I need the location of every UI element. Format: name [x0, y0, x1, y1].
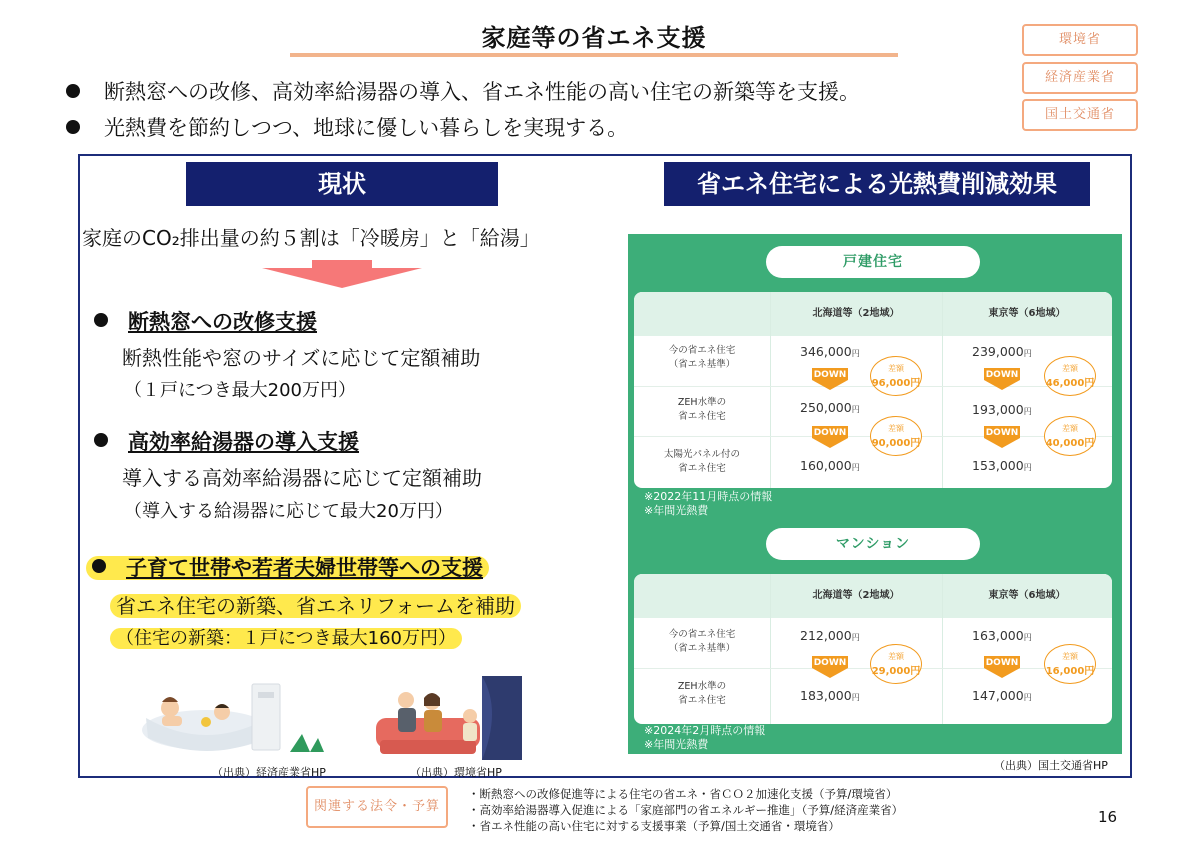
lead-bullet-2: 光熱費を節約しつつ、地球に優しい暮らしを実現する。 [66, 112, 628, 142]
detached-house-table [634, 292, 1112, 488]
bullet-dot-icon [94, 313, 108, 327]
cost-value: 239,000円 [972, 344, 1032, 359]
related-item-2: ・高効率給湯器導入促進による「家庭部門の省エネルギー推進」（予算/経済産業省） [468, 803, 904, 817]
row-label: 今の省エネ住宅 （省エネ基準） [668, 629, 736, 654]
lead-bullet-1: 断熱窓への改修、高効率給湯器の導入、省エネ性能の高い住宅の新築等を支援。 [66, 76, 860, 106]
ministry-tag-meti: 経済産業省 [1022, 62, 1138, 94]
support-item-title-1: 断熱窓への改修支援 [94, 306, 317, 336]
down-arrow-icon [262, 260, 422, 288]
down-arrow-icon: DOWN [980, 426, 1024, 448]
cost-value: 153,000円 [972, 458, 1032, 473]
column-header-tokyo: 東京等（6地域） [988, 590, 1066, 601]
cost-comparison-panel [628, 234, 1122, 754]
bullet-dot-icon [66, 84, 80, 98]
support-item-amount-3: （住宅の新築：１戸につき最大160万円） [110, 624, 462, 650]
column-header-tokyo: 東京等（6地域） [988, 308, 1066, 319]
support-item-amount-2: （導入する給湯器に応じて最大20万円） [124, 501, 453, 522]
ministry-tag-env: 環境省 [1022, 24, 1138, 56]
page-title: 家庭等の省エネ支援 [481, 24, 707, 52]
ministry-tag-mlit: 国土交通省 [1022, 99, 1138, 131]
related-laws-label: 関連する法令・予算 [306, 786, 448, 828]
detached-house-label: 戸建住宅 [766, 246, 980, 278]
mansion-label: マンション [766, 528, 980, 560]
row-label: ZEH水準の 省エネ住宅 [677, 681, 727, 706]
detached-notes: ※2022年11月時点の情報 ※年間光熱費 [644, 490, 773, 517]
right-source: （出典）国土交通省HP [994, 759, 1108, 772]
down-arrow-icon: DOWN [980, 368, 1024, 390]
difference-bubble: 差額 90,000円 [870, 416, 922, 456]
cost-value: 212,000円 [800, 628, 860, 643]
column-header-hokkaido: 北海道等（2地域） [812, 308, 900, 319]
cost-value: 160,000円 [800, 458, 860, 473]
row-label: 今の省エネ住宅 （省エネ基準） [668, 345, 736, 370]
difference-bubble: 差額 96,000円 [870, 356, 922, 396]
mansion-notes: ※2024年2月時点の情報 ※年間光熱費 [644, 724, 766, 751]
mansion-table [634, 574, 1112, 724]
related-item-1: ・断熱窓への改修促進等による住宅の省エネ・省ＣＯ２加速化支援（予算/環境省） [468, 787, 898, 801]
down-arrow-icon: DOWN [980, 656, 1024, 678]
bullet-dot-icon [92, 559, 106, 573]
title-underline [290, 53, 898, 57]
down-arrow-icon: DOWN [808, 656, 852, 678]
cost-value: 163,000円 [972, 628, 1032, 643]
family-sofa-illustration [372, 670, 532, 764]
column-header-hokkaido: 北海道等（2地域） [812, 590, 900, 601]
support-item-desc-2: 導入する高効率給湯器に応じて定額補助 [122, 466, 482, 490]
cost-value: 193,000円 [972, 402, 1032, 417]
bullet-dot-icon [66, 120, 80, 134]
left-source-1: （出典）経済産業省HP [212, 766, 326, 779]
support-item-title-3: 子育て世帯や若者夫婦世帯等への支援 [86, 552, 489, 582]
co2-lead-text: 家庭のCO₂排出量の約５割は「冷暖房」と「給湯」 [82, 226, 540, 250]
difference-bubble: 差額 40,000円 [1044, 416, 1096, 456]
cost-reduction-header: 省エネ住宅による光熱費削減効果 [664, 162, 1090, 206]
cost-value: 346,000円 [800, 344, 860, 359]
difference-bubble: 差額 16,000円 [1044, 644, 1096, 684]
current-status-header: 現状 [186, 162, 498, 206]
left-source-2: （出典）環境省HP [410, 766, 502, 779]
down-arrow-icon: DOWN [808, 368, 852, 390]
cost-value: 183,000円 [800, 688, 860, 703]
support-item-title-2: 高効率給湯器の導入支援 [94, 426, 359, 456]
support-item-desc-3: 省エネ住宅の新築、省エネリフォームを補助 [110, 590, 521, 619]
difference-bubble: 差額 29,000円 [870, 644, 922, 684]
support-item-amount-1: （１戸につき最大200万円） [124, 380, 356, 401]
cost-value: 250,000円 [800, 400, 860, 415]
down-arrow-icon: DOWN [808, 426, 852, 448]
difference-bubble: 差額 46,000円 [1044, 356, 1096, 396]
bullet-dot-icon [94, 433, 108, 447]
support-item-desc-1: 断熱性能や窓のサイズに応じて定額補助 [122, 346, 481, 370]
cost-value: 147,000円 [972, 688, 1032, 703]
row-label: ZEH水準の 省エネ住宅 [677, 397, 727, 422]
bath-water-heater-illustration [140, 672, 340, 764]
page-number: 16 [1098, 808, 1118, 826]
row-label: 太陽光パネル付の 省エネ住宅 [663, 449, 740, 474]
related-item-3: ・省エネ性能の高い住宅に対する支援事業（予算/国土交通省・環境省） [468, 819, 840, 833]
